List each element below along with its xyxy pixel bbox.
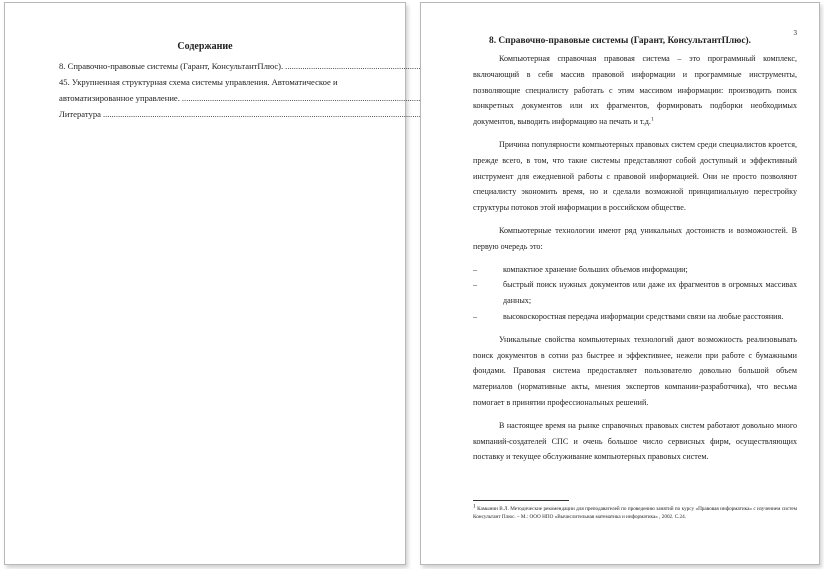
- list-item: [473, 309, 797, 325]
- document-page-toc: [4, 2, 406, 565]
- dash-marker: –: [473, 280, 478, 290]
- footnote-text: Камынин В.Л. Методические рекомендации для преподавателей по проведению занятий по курсу «Правовая информатика» с изучением систем Консультант Плюс. – М.: ООО НПО «Вычислительная математика и информатика» , 2002. С.24.: [473, 506, 797, 521]
- list-item: [473, 262, 797, 278]
- paragraph: Причина популярности компьютерных правовых систем среди специалистов кроется, прежде всего, в том, что такие системы представляют собой доступный и эффективный инструмент для ежедневной работы с правовой информацией. Они не просто позволяют специалисту экономить время, но и сделали возможной принципиальную перестройку структуры потоков этой информации в российском обществе.: [473, 139, 797, 213]
- toc-entry[interactable]: [59, 58, 385, 74]
- toc-entry-text: Литература: [59, 109, 101, 119]
- list-item: [473, 277, 797, 309]
- paragraph: Компьютерные технологии имеют ряд уникальных достоинств и возможностей. В первую очередь это:: [473, 225, 797, 251]
- footnote-reference[interactable]: 1: [650, 116, 654, 123]
- toc-title: Содержание: [177, 41, 233, 52]
- dash-marker: –: [473, 311, 478, 321]
- page-number: 3: [793, 29, 797, 37]
- document-page-content: [420, 2, 820, 565]
- list-item-text: компактное хранение больших объемов информации;: [503, 264, 688, 274]
- section-heading: 8. Справочно-правовые системы (Гарант, КонсультантПлюс).: [489, 36, 751, 46]
- section-body: [473, 51, 797, 472]
- footnote-divider: [473, 500, 569, 501]
- toc-entry-text: 8. Справочно-правовые системы (Гарант, КонсультантПлюс).: [59, 61, 284, 71]
- paragraph: В настоящее время на рынке справочных правовых систем работают довольно много компаний-создателей СПС и очень большое число сервисных фирм, осуществляющих поставку и текущее обслуживание компьютерных правовых систем.: [473, 420, 797, 462]
- paragraph: [473, 51, 797, 130]
- toc-entry-continuation[interactable]: [59, 90, 385, 106]
- list-item-text: быстрый поиск нужных документов или даже их фрагментов в огромных массивах данных;: [503, 280, 797, 306]
- footnote: [473, 505, 797, 522]
- toc-entry[interactable]: [59, 74, 385, 90]
- footnote-mark: 1: [473, 503, 476, 510]
- list-item-text: высокоскоростная передача информации средствами связи на любые расстояния.: [503, 311, 784, 321]
- bullet-list: [473, 262, 797, 325]
- dash-marker: –: [473, 264, 478, 274]
- paragraph: Уникальные свойства компьютерных технологий дают возможность реализовывать поиск документов в сотни раз быстрее и эффективнее, нежели при работе с бумажными фондами. Правовая система предоставляет пользователю довольно большой объем материалов (нормативные акты, мнения экспертов компании-разработчика), что весьма помогает в принятии профессиональных решений.: [473, 334, 797, 407]
- toc-entry-text: автоматизированное управление.: [59, 93, 180, 103]
- paragraph-text: Компьютерная справочная правовая система – это программный комплекс, включающий в себя массив правовой информации и программные инструменты, позволяющие специалисту работать с этим массивом информации: производить поиск конкретных документов или их фрагментов, формировать подборки необходимых документов, выводить информацию на печать и т.д.: [473, 54, 797, 127]
- table-of-contents: [59, 58, 385, 122]
- toc-entry[interactable]: [59, 106, 385, 122]
- toc-entry-text: 45. Укрупненная структурная схема системы управления. Автоматическое и: [59, 77, 338, 87]
